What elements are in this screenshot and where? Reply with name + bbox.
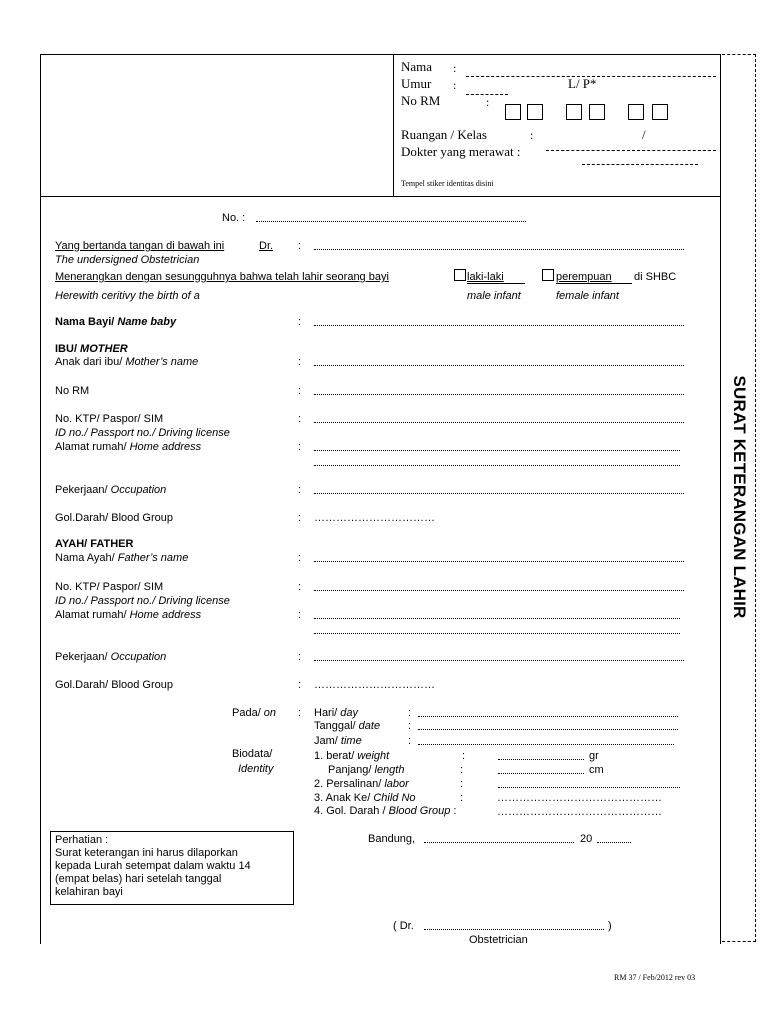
jam-en: time (337, 735, 362, 747)
father-blood-colon: : (298, 679, 302, 691)
hari-colon: : (408, 707, 412, 719)
mother-heading-id: IBU/ (55, 343, 77, 355)
panjang-id: Panjang/ (328, 764, 372, 776)
father-address-label (55, 609, 201, 621)
female-label: perempuan (556, 271, 612, 283)
mother-job-field[interactable] (314, 493, 684, 494)
side-title: SURAT KETERANGAN LAHIR (730, 375, 749, 619)
mother-address-id: Alamat rumah/ (55, 441, 127, 453)
baby-name-label (55, 316, 176, 328)
father-address-en: Home address (126, 609, 202, 621)
berat-unit: gr (589, 750, 599, 762)
berat-en: weight (354, 750, 390, 762)
father-ktp-colon: : (298, 581, 302, 593)
pada-en: on (260, 707, 277, 719)
notice-line: kepada Lurah setempat dalam waktu 14 (55, 860, 251, 872)
di-shbc-label: di SHBC (634, 271, 677, 283)
sticker-lp-label: L/ P* (568, 76, 597, 91)
mother-norm-field[interactable] (314, 394, 684, 395)
notice-box (50, 831, 294, 905)
father-blood-field[interactable]: …………………………… (314, 679, 435, 691)
male-checkbox[interactable] (454, 269, 466, 281)
goldarah-en: Blood Group (385, 805, 451, 817)
father-heading: AYAH/ FATHER (55, 538, 134, 550)
sticker-divider-line (393, 54, 394, 197)
mother-name-colon: : (298, 356, 302, 368)
obstetrician-label: Obstetrician (469, 934, 528, 946)
jam-colon: : (408, 735, 412, 747)
father-job-colon: : (298, 651, 302, 663)
no-field[interactable] (256, 221, 526, 222)
sign-dr-close: ) (608, 920, 612, 932)
father-name-colon: : (298, 552, 302, 564)
sticker-nama-label: Nama (401, 59, 433, 74)
anak-id: 3. Anak Ke/ (314, 792, 371, 804)
footer-code: RM 37 / Feb/2012 rev 03 (614, 973, 696, 982)
no-label: No. : (222, 212, 246, 224)
hari-id: Hari/ (314, 707, 338, 719)
sign-dr-field[interactable] (424, 929, 604, 930)
mother-blood-colon: : (298, 512, 302, 524)
female-en: female infant (556, 290, 619, 302)
mother-name-label (55, 356, 198, 368)
mother-address-colon: : (298, 441, 302, 453)
frame-top-line (40, 54, 721, 55)
header-divider-line (40, 196, 721, 197)
persalinan-label (314, 778, 409, 790)
persalinan-field[interactable] (498, 787, 680, 788)
mother-heading-en: MOTHER (77, 343, 128, 355)
anak-field[interactable]: ……………………………………… (497, 792, 662, 804)
bandung-date-field[interactable] (424, 842, 574, 843)
jam-field[interactable] (418, 744, 674, 745)
mother-ktp-colon: : (298, 413, 302, 425)
undersigned-id: Yang bertanda tangan di bawah ini (55, 240, 225, 252)
father-address-field-1[interactable] (314, 618, 680, 619)
tanggal-en: date (355, 720, 381, 732)
rm-digit-box-1[interactable] (505, 104, 521, 120)
sticker-ruangan-colon: : (530, 128, 534, 142)
sticker-ruangan-slash: / (642, 127, 646, 142)
undersigned-en: The undersigned Obstetrician (55, 254, 200, 266)
mother-norm-colon: : (298, 385, 302, 397)
mother-name-field[interactable] (314, 365, 684, 366)
mother-blood-label: Gol.Darah/ Blood Group (55, 512, 174, 524)
mother-job-colon: : (298, 484, 302, 496)
frame-right-line (720, 54, 721, 944)
sticker-umur-colon: : (453, 78, 457, 92)
mother-job-id: Pekerjaan/ (55, 484, 108, 496)
mother-blood-field[interactable]: …………………………… (314, 512, 435, 524)
mother-address-field-1[interactable] (314, 450, 680, 451)
mother-name-en: Mother’s name (122, 356, 199, 368)
hari-en: day (337, 707, 359, 719)
persalinan-colon: : (460, 778, 464, 790)
mother-ktp-en: ID no./ Passport no./ Driving license (55, 427, 230, 439)
male-underline (467, 283, 525, 284)
jam-label (314, 735, 362, 747)
bandung-year: 20 (580, 833, 593, 845)
rm-digit-box-2[interactable] (527, 104, 543, 120)
berat-field[interactable] (498, 759, 584, 760)
father-job-label (55, 651, 166, 663)
identity-label: Identity (238, 763, 274, 775)
goldarah-id: 4. Gol. Darah / (314, 805, 386, 817)
panjang-field[interactable] (498, 773, 584, 774)
panjang-en: length (371, 764, 405, 776)
father-address-colon: : (298, 609, 302, 621)
panjang-unit: cm (589, 764, 604, 776)
father-ktp-field[interactable] (314, 590, 684, 591)
jam-id: Jam/ (314, 735, 338, 747)
bandung-year-field[interactable] (597, 842, 631, 843)
sticker-dokter-line-1 (546, 150, 716, 151)
declare-id: Menerangkan dengan sesungguhnya bahwa telah lahir seorang bayi (55, 271, 389, 283)
biodata-label: Biodata/ (232, 748, 273, 760)
baby-name-id: Nama Bayi/ (55, 316, 115, 328)
father-ktp-label: No. KTP/ Paspor/ SIM (55, 581, 164, 593)
sticker-dokter-line-2 (582, 164, 698, 165)
father-name-id: Nama Ayah/ (55, 552, 115, 564)
father-blood-label: Gol.Darah/ Blood Group (55, 679, 174, 691)
persalinan-id: 2. Persalinan/ (314, 778, 382, 790)
tanggal-id: Tanggal/ (314, 720, 356, 732)
rm-digit-box-5[interactable] (628, 104, 644, 120)
persalinan-en: labor (381, 778, 409, 790)
berat-colon: : (462, 750, 466, 762)
panjang-label (328, 764, 404, 776)
hari-label (314, 707, 358, 719)
tanggal-colon: : (408, 720, 412, 732)
father-ktp-en: ID no./ Passport no./ Driving license (55, 595, 230, 607)
sticker-umur-label: Umur (401, 76, 432, 91)
rm-digit-box-3[interactable] (566, 104, 582, 120)
baby-name-en: Name baby (114, 316, 177, 328)
mother-job-en: Occupation (107, 484, 167, 496)
bandung-label: Bandung, (368, 833, 416, 845)
mother-name-id: Anak dari ibu/ (55, 356, 123, 368)
undersigned-field[interactable] (314, 249, 684, 250)
sign-dr-open: ( Dr. (393, 920, 414, 932)
hari-field[interactable] (418, 716, 678, 717)
rm-digit-box-4[interactable] (589, 104, 605, 120)
tanggal-label (314, 720, 380, 732)
sticker-dokter-label: Dokter yang merawat : (401, 144, 521, 159)
sticker-norm-label: No RM (401, 93, 441, 108)
father-job-field[interactable] (314, 660, 684, 661)
goldarah-field[interactable]: ……………………………………… (497, 806, 662, 818)
father-name-field[interactable] (314, 561, 684, 562)
rm-digit-box-6[interactable] (652, 104, 668, 120)
sticker-norm-colon: : (486, 95, 490, 109)
female-underline (556, 283, 632, 284)
baby-name-colon: : (298, 316, 302, 328)
male-en: male infant (467, 290, 521, 302)
pada-colon: : (298, 707, 302, 719)
mother-heading (55, 343, 128, 355)
pada-id: Pada/ (232, 707, 261, 719)
father-job-en: Occupation (107, 651, 167, 663)
male-label: laki-laki (467, 271, 504, 283)
undersigned-colon: : (298, 240, 302, 252)
father-address-id: Alamat rumah/ (55, 609, 127, 621)
frame-left-line (40, 54, 41, 944)
mother-ktp-label: No. KTP/ Paspor/ SIM (55, 413, 164, 425)
mother-address-label (55, 441, 201, 453)
notice-line: (empat belas) hari setelah tanggal (55, 873, 222, 885)
father-name-en: Father’s name (114, 552, 189, 564)
mother-job-label (55, 484, 166, 496)
anak-label (314, 792, 416, 804)
undersigned-dr: Dr. (259, 240, 274, 252)
mother-address-en: Home address (126, 441, 202, 453)
panjang-colon: : (460, 764, 464, 776)
baby-name-field[interactable] (314, 325, 684, 326)
sticker-tempel-note: Tempel stiker identitas disini (401, 179, 494, 188)
mother-norm-label: No RM (55, 385, 90, 397)
sticker-ruangan-label: Ruangan / Kelas (401, 127, 487, 142)
anak-en: Child No (370, 792, 416, 804)
berat-label (314, 750, 389, 762)
pada-label (232, 707, 276, 719)
mother-address-field-2[interactable] (314, 465, 680, 466)
sticker-nama-colon: : (453, 61, 457, 75)
notice-line: kelahiran bayi (55, 886, 123, 898)
goldarah-colon: : (450, 805, 457, 817)
berat-id: 1. berat/ (314, 750, 355, 762)
notice-line: Surat keterangan ini harus dilaporkan (55, 847, 238, 859)
father-address-field-2[interactable] (314, 633, 680, 634)
notice-title: Perhatian : (55, 834, 109, 846)
declare-en: Herewith ceritivy the birth of a (55, 290, 200, 302)
father-job-id: Pekerjaan/ (55, 651, 108, 663)
goldarah-label (314, 805, 457, 817)
mother-ktp-field[interactable] (314, 422, 684, 423)
anak-colon: : (460, 792, 464, 804)
tanggal-field[interactable] (418, 729, 678, 730)
father-name-label (55, 552, 188, 564)
female-checkbox[interactable] (542, 269, 554, 281)
